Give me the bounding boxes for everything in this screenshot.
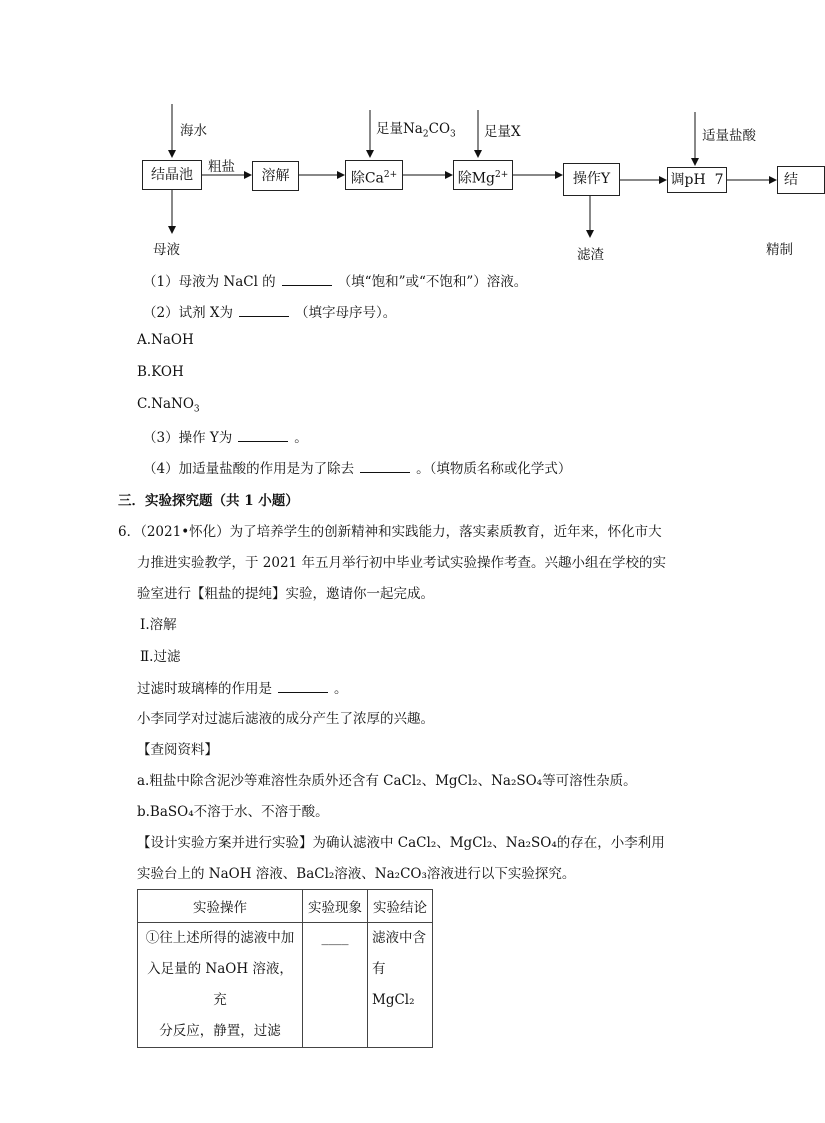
design-line-2: 实验台上的 NaOH 溶液、BaCl₂溶液、Na₂CO₃溶液进行以下实验探究。 <box>137 866 576 882</box>
box-crystal-cut: 结 <box>777 166 825 194</box>
box-adjust-ph: 调pH 7 <box>667 167 727 193</box>
label-residue: 滤渣 <box>577 247 604 263</box>
experiment-table <box>137 889 433 1048</box>
problem-6-line-3: 验室进行【粗盐的提纯】实验，邀请你一起完成。 <box>137 586 434 602</box>
ref-a: a.粗盐中除含泥沙等难溶性杂质外还含有 CaCl₂、MgCl₂、Na₂SO₄等可溶性杂质。 <box>137 773 637 789</box>
question-3: （3）操作 Y为 。 <box>143 430 308 446</box>
answer-blank-1[interactable] <box>282 273 332 286</box>
label-seawater: 海水 <box>180 123 207 139</box>
header-phenomenon: 实验现象 <box>303 890 368 923</box>
glass-rod-question: 过滤时玻璃棒的作用是 。 <box>137 681 348 697</box>
answer-blank-3[interactable] <box>238 429 288 442</box>
box-operation-y: 操作Y <box>563 163 620 196</box>
box-remove-ca: 除$Ca^{2+}$ <box>345 160 403 190</box>
section-title: 三．实验探究题（共 1 小题） <box>118 493 299 509</box>
option-c: C.NaNO$_3$ <box>137 396 200 415</box>
label-reagent-x: 足量X <box>484 124 521 140</box>
cell-conclusion: 滤液中含 有 MgCl₂ <box>368 923 433 1048</box>
refs-title: 【查阅资料】 <box>137 742 218 758</box>
design-line-1: 【设计实验方案并进行实验】为确认滤液中 CaCl₂、MgCl₂、Na₂SO₄的存在，小李利用 <box>137 835 665 851</box>
ref-b: b.BaSO₄不溶于水、不溶于酸。 <box>137 804 329 820</box>
header-operation: 实验操作 <box>138 890 303 923</box>
header-conclusion: 实验结论 <box>368 890 433 923</box>
box-crystal-pool: 结晶池 <box>142 160 202 190</box>
answer-blank-4[interactable] <box>360 460 410 473</box>
cell-operation: ①往上述所得的滤液中加 入足量的 NaOH 溶液，充 分反应，静置，过滤 <box>138 923 303 1048</box>
problem-6-line-2: 力推进实验教学，于 2021 年五月举行初中毕业考试实验操作考查。兴趣小组在学校的实 <box>137 555 666 571</box>
table-row <box>138 923 433 1048</box>
answer-blank-2[interactable] <box>239 304 289 317</box>
label-mother-liquor: 母液 <box>153 242 180 258</box>
cell-phenomenon[interactable]: ____ <box>303 923 368 1048</box>
label-refined: 精制 <box>766 242 793 258</box>
question-2: （2）试剂 X为 （填字母序号）。 <box>143 305 397 321</box>
question-1: （1）母液为 NaCl 的 （填“饱和”或“不饱和”）溶液。 <box>143 274 528 290</box>
box-dissolve: 溶解 <box>252 161 299 191</box>
box-remove-mg: 除$Mg^{2+}$ <box>453 160 513 190</box>
problem-6-line-1: 6．（2021•怀化）为了培养学生的创新精神和实践能力，落实素质教育，近年来，怀化市大 <box>118 524 662 540</box>
answer-blank-glass-rod[interactable] <box>278 680 328 693</box>
option-b: B.KOH <box>137 364 184 380</box>
question-4: （4）加适量盐酸的作用是为了除去 。（填物质名称或化学式） <box>143 461 572 477</box>
label-hcl: 适量盐酸 <box>702 128 756 144</box>
table-header-row <box>138 890 433 923</box>
step-filter: Ⅱ.过滤 <box>140 649 181 665</box>
label-crude-salt: 粗盐 <box>208 159 235 175</box>
step-dissolve: Ⅰ.溶解 <box>140 617 177 633</box>
option-a: A.NaOH <box>137 332 194 348</box>
interest-text: 小李同学对过滤后滤液的成分产生了浓厚的兴趣。 <box>137 711 434 727</box>
label-na2co3: 足量$Na_2CO_3$ <box>376 121 456 140</box>
